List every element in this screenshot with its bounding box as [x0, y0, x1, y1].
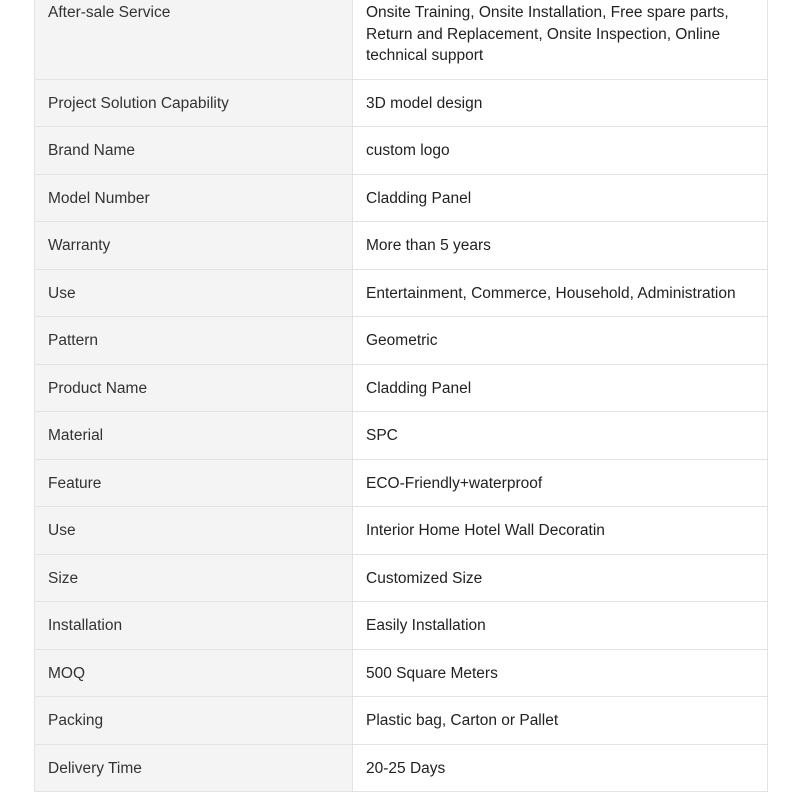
spec-value: 500 Square Meters [353, 649, 768, 697]
spec-label: Warranty [35, 222, 353, 270]
spec-row-moq [35, 649, 768, 697]
spec-value: Entertainment, Commerce, Household, Administration [353, 269, 768, 317]
spec-value: Onsite Training, Onsite Installation, Free spare parts, Return and Replacement, Onsite Inspection, Online technical support [353, 0, 768, 79]
spec-value: Easily Installation [353, 602, 768, 650]
spec-label: Brand Name [35, 127, 353, 175]
spec-value: 3D model design [353, 79, 768, 127]
spec-row-packing [35, 697, 768, 745]
spec-value: Customized Size [353, 554, 768, 602]
spec-row-project-solution-capability [35, 79, 768, 127]
spec-value: Cladding Panel [353, 174, 768, 222]
spec-label: Delivery Time [35, 744, 353, 792]
spec-row-model-number [35, 174, 768, 222]
spec-value: Plastic bag, Carton or Pallet [353, 697, 768, 745]
spec-value: SPC [353, 412, 768, 460]
spec-value: Interior Home Hotel Wall Decoratin [353, 507, 768, 555]
spec-label: Use [35, 507, 353, 555]
spec-label: Use [35, 269, 353, 317]
spec-label: Product Name [35, 364, 353, 412]
spec-row-delivery-time [35, 744, 768, 792]
spec-value: More than 5 years [353, 222, 768, 270]
spec-row-feature [35, 459, 768, 507]
spec-row-product-name [35, 364, 768, 412]
spec-row-use-2 [35, 507, 768, 555]
product-spec-table [34, 0, 768, 792]
spec-label: After-sale Service [35, 0, 353, 79]
spec-label: Material [35, 412, 353, 460]
spec-row-installation [35, 602, 768, 650]
spec-row-use [35, 269, 768, 317]
spec-label: Packing [35, 697, 353, 745]
spec-label: Project Solution Capability [35, 79, 353, 127]
spec-row-after-sale-service [35, 0, 768, 79]
spec-label: Size [35, 554, 353, 602]
spec-value: 20-25 Days [353, 744, 768, 792]
spec-label: Feature [35, 459, 353, 507]
spec-row-brand-name [35, 127, 768, 175]
spec-label: MOQ [35, 649, 353, 697]
spec-value: Cladding Panel [353, 364, 768, 412]
spec-row-warranty [35, 222, 768, 270]
spec-row-material [35, 412, 768, 460]
spec-table-body [35, 0, 768, 792]
spec-value: Geometric [353, 317, 768, 365]
spec-row-pattern [35, 317, 768, 365]
spec-row-size [35, 554, 768, 602]
spec-label: Model Number [35, 174, 353, 222]
spec-value: custom logo [353, 127, 768, 175]
spec-label: Installation [35, 602, 353, 650]
spec-value: ECO-Friendly+waterproof [353, 459, 768, 507]
spec-label: Pattern [35, 317, 353, 365]
